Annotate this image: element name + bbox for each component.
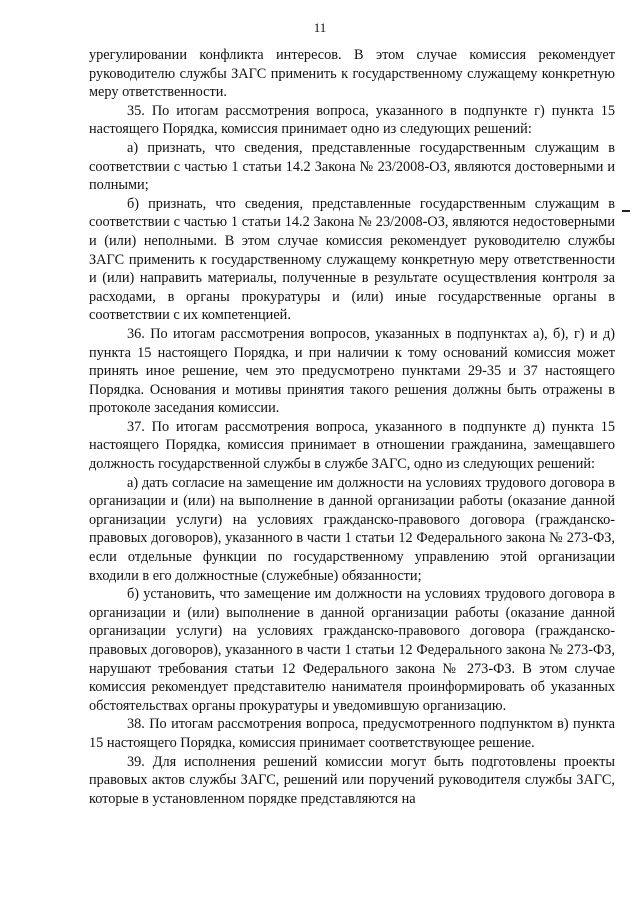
page-number: 11 xyxy=(313,20,327,35)
paragraph-37-a: а) дать согласие на замещение им должности на условиях трудового договора в организации и (или) на выполнение в данной организации работы (оказание данной организации услуги) на условиях гражданско-правового договора (гражданско-правовых договоров), указанного в части 1 статьи 12 Федерального закона № 273-ФЗ, если отдельные функции по государственному управлению этой организации входили в его должностные (служебные) обязанности; xyxy=(89,474,615,584)
paragraph-37-b: б) установить, что замещение им должности на условиях трудового договора в организации и (или) выполнение в данной организации работы (оказание данной организации услуги) на условиях гражданско-правового договора (гражданско-правовых договоров), указанного в части 1 статьи 12 Федерального закона № 273-ФЗ, нарушают требования статьи 12 Федерального закона № 273-ФЗ. В этом случае комиссия рекомендует представителю нанимателя проинформировать об указанных обстоятельствах органы прокуратуры и уведомившую организацию. xyxy=(89,586,615,714)
paragraph-39: 39. Для исполнения решений комиссии могут быть подготовлены проекты правовых актов службы ЗАГС, решений или поручений руководителя службы ЗАГС, которые в установленном порядке представляются на xyxy=(89,753,615,807)
document-body xyxy=(89,46,615,808)
paragraph-37: 37. По итогам рассмотрения вопроса, указанного в подпункте д) пункта 15 настоящего Порядка, комиссия принимает в отношении гражданина, замещавшего должность государственной службы в службе ЗАГС, одно из следующих решений: xyxy=(89,418,615,473)
paragraph-35-a: а) признать, что сведения, представленные государственным служащим в соответствии с частью 1 статьи 14.2 Закона № 23/2008-ОЗ, являются достоверными и полными; xyxy=(89,139,615,194)
paragraph-continuation: урегулировании конфликта интересов. В этом случае комиссия рекомендует руководителю службы ЗАГС применить к государственному служащему конкретную меру ответственности. xyxy=(89,47,615,101)
paragraph-36: 36. По итогам рассмотрения вопросов, указанных в подпунктах а), б), г) и д) пункта 15 настоящего Порядка, и при наличии к тому оснований комиссия может принять иное решение, чем это предусмотрено пунктами 29-35 и 37 настоящего Порядка. Основания и мотивы принятия такого решения должны быть отражены в протоколе заседания комиссии. xyxy=(89,325,615,417)
paragraph-38: 38. По итогам рассмотрения вопроса, предусмотренного подпунктом в) пункта 15 настоящего Порядка, комиссия принимает соответствующее решение. xyxy=(89,716,615,751)
scan-edge-mark xyxy=(622,210,630,212)
paragraph-35: 35. По итогам рассмотрения вопроса, указанного в подпункте г) пункта 15 настоящего Порядка, комиссия принимает одно из следующих решений: xyxy=(89,102,615,138)
paragraph-35-b: б) признать, что сведения, представленные государственным служащим в соответствии с частью 1 статьи 14.2 Закона № 23/2008-ОЗ, являются недостоверными и (или) неполными. В этом случае комиссия рекомендует руководителю службы ЗАГС применить к государственному служащему конкретную меру ответственности и (или) направить материалы, полученные в результате осуществления контроля за расходами, в органы прокуратуры и (или) иные государственные органы в соответствии с их компетенцией. xyxy=(89,195,615,324)
